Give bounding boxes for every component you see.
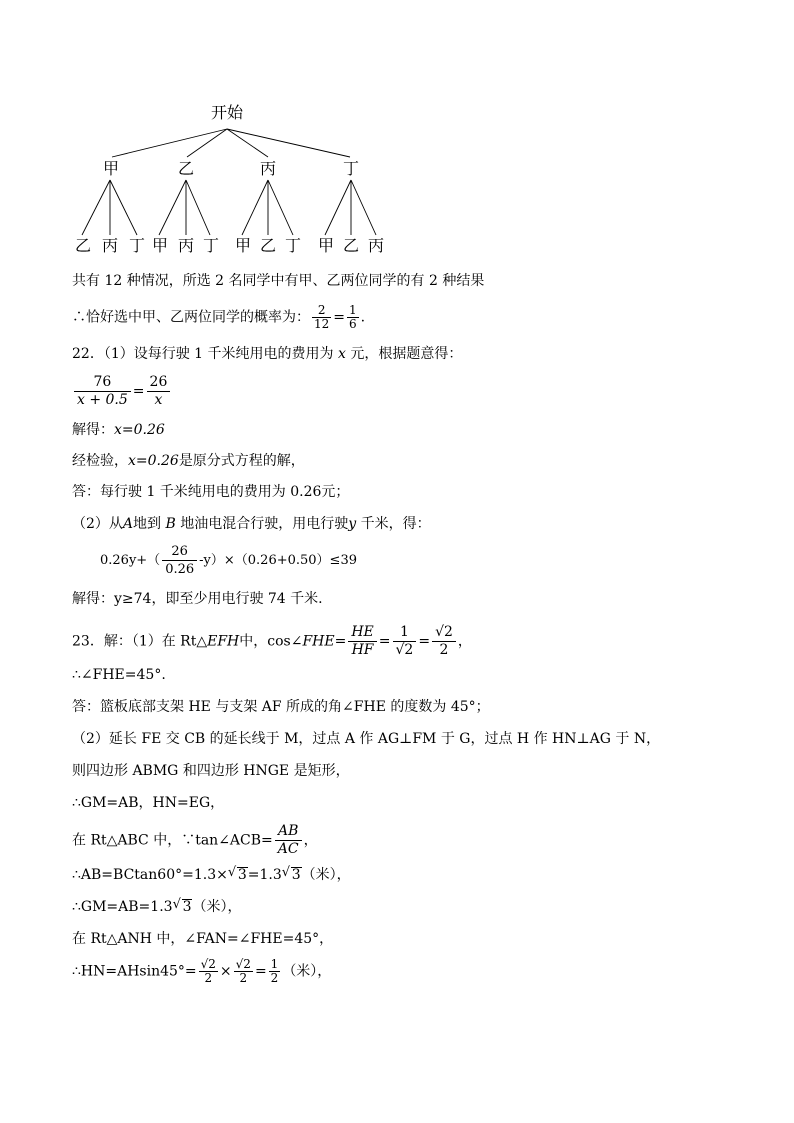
fraction xyxy=(147,374,171,409)
equals: = xyxy=(418,633,431,650)
numerator: 2 xyxy=(312,304,331,318)
tree-leaf: 乙 xyxy=(260,236,277,255)
hn-text: ∴HN=AHsin45°= xyxy=(72,963,197,980)
tree-leaf: 乙 xyxy=(343,236,360,255)
q23-part-2: （2）延长 FE 交 CB 的延长线于 M，过点 A 作 AG⊥FM 于 G，过点 H 作 HN⊥AG 于 N， xyxy=(72,731,661,747)
p2-text: 千米，得： xyxy=(360,516,431,532)
ab-text: ∴AB=BCtan60°=1.3× xyxy=(72,867,228,883)
denominator: x xyxy=(154,392,163,408)
tree-leaf: 丁 xyxy=(203,236,220,255)
q23-gm-line xyxy=(72,898,241,916)
sqrt: √ 3 xyxy=(281,865,301,883)
denominator: 2 xyxy=(204,971,213,985)
tree-leaf: 丙 xyxy=(178,236,195,255)
check-line xyxy=(72,452,305,470)
tan-text: 在 Rt△ABC 中，∵tan∠ACB= xyxy=(72,832,273,849)
comma: ， xyxy=(457,633,472,650)
equation-1 xyxy=(72,374,172,409)
numerator: 1 xyxy=(393,624,417,642)
denominator: √2 xyxy=(395,642,414,658)
gm-text: ∴GM=AB=1.3 xyxy=(72,899,173,915)
numerator: √2 xyxy=(200,957,216,971)
denominator: 6 xyxy=(349,317,357,331)
q22-text: 22．（1）设每行驶 1 千米纯用电的费用为 xyxy=(72,346,334,362)
q22-text-tail: 元，根据题意得： xyxy=(350,346,463,362)
radicand: 3 xyxy=(291,867,301,883)
q23-text: 23．解：（1）在 Rt△ xyxy=(72,633,208,650)
variable-y: y xyxy=(348,516,357,532)
q23-anh-line: 在 Rt△ANH 中，∠FAN=∠FHE=45°， xyxy=(72,931,334,947)
fraction xyxy=(162,543,197,578)
fraction xyxy=(393,624,417,659)
q23-hn-line xyxy=(72,958,331,985)
part-2-heading xyxy=(72,515,431,533)
q23-gm-ab: ∴GM=AB，HN=EG， xyxy=(72,795,225,811)
tree-leaf: 甲 xyxy=(152,236,169,255)
tree-leaf: 丙 xyxy=(102,236,119,255)
solution-1 xyxy=(72,421,165,439)
q23-heading xyxy=(72,624,472,659)
tree-leaf: 甲 xyxy=(318,236,335,255)
denominator: HF xyxy=(351,642,374,658)
probability-text: ∴恰好选中甲、乙两位同学的概率为： xyxy=(72,309,310,326)
check-value: x=0.26 xyxy=(128,453,179,469)
radicand: 3 xyxy=(237,867,247,883)
tree-root: 开始 xyxy=(211,103,244,122)
tree-level1-ding: 丁 xyxy=(343,159,360,178)
denominator: AC xyxy=(277,841,299,857)
tree-leaf: 甲 xyxy=(235,236,252,255)
tree-level1-jia: 甲 xyxy=(103,159,120,178)
fraction xyxy=(348,624,376,659)
denominator: 2 xyxy=(270,971,279,985)
fraction xyxy=(269,958,281,985)
denominator: 2 xyxy=(439,642,449,658)
tree-level1-bing: 丙 xyxy=(260,159,277,178)
unit: （米）， xyxy=(192,899,242,915)
p2-text: 地到 xyxy=(133,516,162,532)
denominator: 0.26 xyxy=(165,562,195,577)
solution-label: 解得： xyxy=(72,422,114,438)
q23-tan-line xyxy=(72,823,318,858)
numerator: 76 xyxy=(74,374,131,392)
inequality xyxy=(100,543,357,578)
sqrt: √ 3 xyxy=(227,865,247,883)
tree-level1-yi: 乙 xyxy=(178,159,195,178)
fraction xyxy=(234,958,253,985)
unit: （米）， xyxy=(282,963,332,980)
p2-text: （2）从 xyxy=(72,516,123,532)
q23-ab-line xyxy=(72,866,351,884)
numerator: 1 xyxy=(349,303,357,317)
check-tail: 是原分式方程的解， xyxy=(178,453,305,469)
angle-fhe: FHE xyxy=(302,633,335,650)
q23-angle-result: ∴∠FHE=45°. xyxy=(72,667,166,683)
numerator: 26 xyxy=(147,374,171,392)
q23-text: 中，cos∠ xyxy=(239,633,303,650)
equals: = xyxy=(378,633,391,650)
equals: = xyxy=(254,963,267,980)
ab-mid: =1.3 xyxy=(247,867,282,883)
equals: = xyxy=(333,309,346,326)
period: . xyxy=(360,309,366,326)
comma: ， xyxy=(303,832,318,849)
q23-rectangles: 则四边形 ABMG 和四边形 HNGE 是矩形， xyxy=(72,763,350,779)
numerator: HE xyxy=(348,624,376,642)
variable-x: x xyxy=(337,346,346,362)
p2-text: 地油电混合行驶，用电行驶 xyxy=(180,516,349,532)
tree-leaf: 丁 xyxy=(285,236,302,255)
fraction xyxy=(312,304,331,331)
sqrt: √ 3 xyxy=(172,897,192,915)
radicand: 3 xyxy=(182,899,192,915)
fraction xyxy=(347,304,359,331)
point-a: A xyxy=(122,516,134,532)
numerator: √2 xyxy=(432,624,456,642)
check-label: 经检验， xyxy=(72,453,128,469)
solution-value: x=0.26 xyxy=(114,422,165,438)
equals: = xyxy=(334,633,347,650)
point-b: B xyxy=(165,516,176,532)
solution-2: 解得：y≥74，即至少用电行驶 74 千米. xyxy=(72,591,323,607)
triangle-efh: EFH xyxy=(207,633,240,650)
tree-leaf: 丁 xyxy=(129,236,146,255)
tree-diagram-lines xyxy=(0,0,794,260)
q22-heading xyxy=(72,345,462,363)
fraction xyxy=(275,823,302,858)
numerator: AB xyxy=(275,823,302,841)
times: × xyxy=(219,963,232,980)
numerator: 1 xyxy=(270,957,279,971)
answer-1: 答：每行驶 1 千米纯用电的费用为 0.26元； xyxy=(72,484,350,500)
inequality-pre: 0.26y+（ xyxy=(100,553,161,568)
denominator: 2 xyxy=(239,971,248,985)
numerator: 26 xyxy=(162,543,197,561)
probability-line xyxy=(72,304,365,331)
total-cases-line: 共有 12 种情况，所选 2 名同学中有甲、乙两位同学的有 2 种结果 xyxy=(72,273,485,289)
inequality-rest: -y）×（0.26+0.50）≤39 xyxy=(199,553,357,568)
denominator: x + 0.5 xyxy=(77,392,128,408)
fraction xyxy=(74,374,131,409)
fraction xyxy=(199,958,218,985)
fraction xyxy=(432,624,456,659)
equals: = xyxy=(132,383,145,400)
unit: （米）， xyxy=(301,867,351,883)
tree-leaf: 丙 xyxy=(368,236,385,255)
denominator: 12 xyxy=(314,317,330,331)
q23-answer-1: 答：篮板底部支架 HE 与支架 AF 所成的角∠FHE 的度数为 45°； xyxy=(72,699,490,715)
numerator: √2 xyxy=(235,957,251,971)
tree-leaf: 乙 xyxy=(75,236,92,255)
